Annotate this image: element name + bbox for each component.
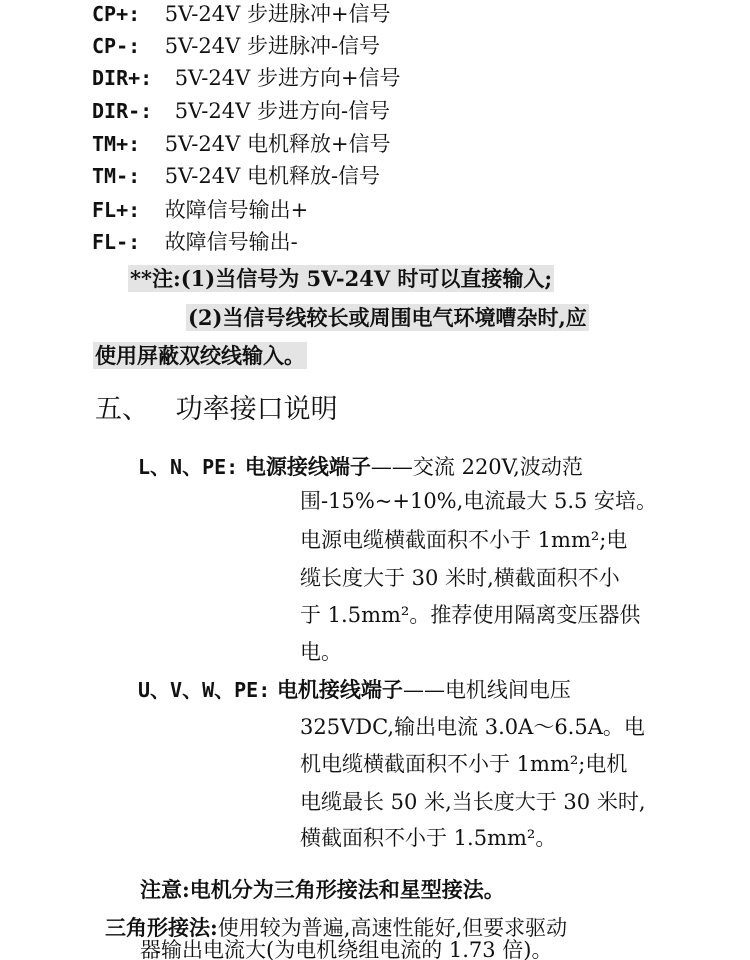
power-terminal-line-5: 于 1.5mm²。推荐使用隔离变压器供: [300, 603, 641, 627]
signal-code: CP+:: [92, 2, 141, 26]
signal-desc: 故障信号输出-: [164, 230, 298, 254]
power-terminal-line-4: 缆长度大于 30 米时,横截面积不小: [300, 566, 620, 590]
signal-code: FL-:: [92, 230, 141, 254]
signal-line-tm-minus: [92, 162, 380, 190]
signal-line-cp-plus: [92, 0, 391, 28]
attention-text: 注意:电机分为三角形接法和星型接法。: [140, 877, 505, 902]
cutoff-line: 器输出电流大(为电机绕组电流的 1.73 倍)。: [140, 938, 553, 960]
note-line-1: [128, 265, 554, 293]
signal-code: TM-:: [92, 164, 141, 188]
section-title: 功率接口说明: [175, 394, 338, 425]
power-terminal-label: L、N、PE:: [138, 455, 239, 479]
signal-line-tm-plus: [92, 130, 391, 158]
motor-terminal-line-2: 325VDC,输出电流 3.0A～6.5A。电: [300, 715, 645, 739]
note-line-2: [186, 304, 589, 332]
section-number: 五、: [95, 394, 149, 425]
triangle-term: 三角形接法:: [105, 915, 218, 940]
power-terminal-line-3: 电源电缆横截面积不小于 1mm²;电: [300, 528, 628, 552]
motor-terminal-desc: ——电机线间电压: [402, 678, 571, 702]
motor-terminal-term: 电机接线端子: [276, 677, 403, 702]
signal-line-dir-minus: [92, 97, 390, 125]
motor-terminal-label: U、V、W、PE:: [138, 678, 271, 702]
signal-line-fl-minus: [92, 228, 298, 256]
signal-line-cp-minus: [92, 32, 380, 60]
signal-desc: 故障信号输出+: [164, 198, 309, 222]
note-text-1: **注:(1)当信号为 5V-24V 时可以直接输入;: [130, 266, 553, 291]
signal-desc: 5V-24V 步进脉冲+信号: [164, 2, 391, 26]
motor-terminal-line-4: 电缆最长 50 米,当长度大于 30 米时,: [300, 790, 646, 814]
signal-desc: 5V-24V 步进方向-信号: [174, 99, 391, 123]
signal-code: TM+:: [92, 132, 141, 156]
note-line-3: [93, 342, 307, 370]
power-terminal-line-6: 电。: [300, 640, 342, 664]
note-text-2: (2)当信号线较长或周围电气环境嘈杂时,应: [188, 305, 587, 330]
power-terminal-desc: ——交流 220V,波动范: [370, 455, 583, 479]
signal-line-fl-plus: [92, 196, 308, 224]
signal-code: DIR+:: [92, 66, 153, 90]
signal-code: FL+:: [92, 198, 141, 222]
signal-desc: 5V-24V 电机释放+信号: [164, 132, 391, 156]
signal-line-dir-plus: [92, 64, 401, 92]
signal-code: DIR-:: [92, 99, 153, 123]
power-terminal-line-1: [138, 453, 583, 481]
note-text-3: 使用屏蔽双绞线输入。: [95, 343, 305, 368]
signal-desc: 5V-24V 步进脉冲-信号: [164, 34, 381, 58]
power-terminal-term: 电源接线端子: [244, 454, 371, 479]
triangle-desc: 使用较为普遍,高速性能好,但要求驱动: [217, 916, 568, 940]
signal-desc: 5V-24V 步进方向+信号: [174, 66, 401, 90]
motor-terminal-line-5: 横截面积不小于 1.5mm²。: [300, 826, 557, 850]
motor-terminal-line-1: [138, 676, 571, 704]
section-heading: [95, 393, 338, 427]
signal-code: CP-:: [92, 34, 141, 58]
power-terminal-line-2: 围-15%~+10%,电流最大 5.5 安培。: [300, 489, 658, 513]
motor-terminal-line-3: 机电缆横截面积不小于 1mm²;电机: [300, 752, 628, 776]
signal-desc: 5V-24V 电机释放-信号: [164, 164, 381, 188]
attention-line: [140, 876, 505, 904]
